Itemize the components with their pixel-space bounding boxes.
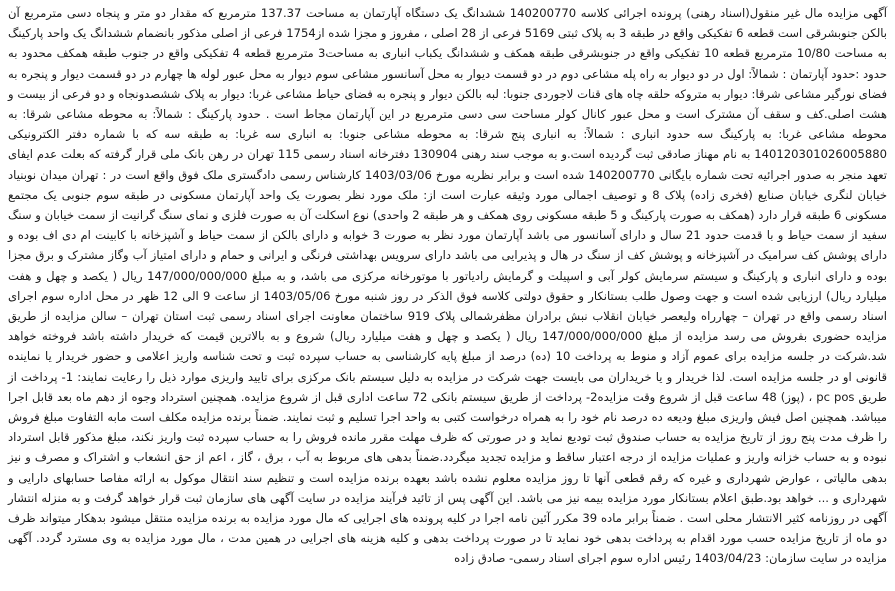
auction-notice-text: آگهی مزایده مال غیر منقول(اسناد رهنی) پرونده اجرائی کلاسه 140200770 ششدانگ یک دستگاه آپارتمان به مساحت 137.37 مترمربع که مقدار دو متر و پنجاه دسی مترمربع آن بالکن جنوبشرقی است قطعه 6 تفکیکی واقع در طبقه 3 به پلاک ثبتی 5169 فرعی از 28 اصلی ، مفروز و مجزا شده از1754 فرعی از اصلی مذکور بانضمام ششدانگ یک واحد پارکینگ به مساحت 10/80 مترمربع قطعه 10 تفکیکی واقع در جنوبشرقی طبقه همکف و ششدانگ یکباب انباری به مساحت3 مترمربع قطعه 4 تفکیکی واقع در جنوب طبقه همکف محدود به حدود :حدود آپارتمان : شمالاً: اول در دو دیوار به راه پله مشاعی دوم در دو قسمت دیوار به محل آسانسور مشاعی سوم دیوار به محل عبور لوله ها چهارم در دو قسمت دیوار و پنجره به فضای نورگیر مشاعی شرقا: دیوار به متروکه حلقه چاه های قنات لاجوردی جنوبا: لبه بالکن دیوار و پنجره به فضای حیاط مشاعی غربا: دیوار به پلاک ششصدونجاه و دو فرعی از بیست و هشت اصلی.کف و سقف آن مشترک است و محل عبور کانال کولر مساحت سی دسی مترمربع در این آپارتمان مجاط است . حدود پارکینگ : شمالاً: به محوطه مشاعی شرقا: به محوطه مشاعی غربا: به پارکینگ سه حدود انباری : شمالاً: به انباری پنج شرقا: به محوطه مشاعی جنوبا: به انباری سه غربا: به طبقه سه که با شماره دفتر الکترونیکی 140120301026005880 به نام مهناز صادقی ثبت گردیده است.و به موجب سند رهنی 130904 دفترخانه اسناد رسمی 115 تهران در رهن بانک ملی قرار گرفته که بعلت عدم ایفای تعهد منجر به صدور اجرائیه تحت شماره بایگانی 140200770 شده است و برابر نظریه مورخ 1403/03/06 کارشناس رسمی دادگستری ملک فوق واقع است در : تهران میدان نوبنیاد خیابان لنگری خیابان صنایع (فخری زاده) پلاک 8 و توصیف اجمالی مورد وثیقه عبارت است از: ملک مورد نظر بصورت یک واحد آپارتمان مسکونی در طبقه سوم جنوبی یک مجتمع مسکونی 6 طبقه قرار دارد (همکف به صورت پارکینگ و 5 طبقه مسکونی روی همکف و هر طبقه 2 واحدی) نوع اسکلت آن به صورت فلزی و نمای سنگ گرانیت از سمت خیابان و سنگ سفید از سمت حیاط و با قدمت حدود 21 سال و دارای آسانسور می باشد آپارتمان مورد نظر به صورت 3 خوابه و دارای بالکن از سمت حیاط و آشپزخانه با کابینت ام دی اف بوده و دارای پوشش کف سرامیک در آشپزخانه و پوشش کف از سنگ در هال و پذیرایی می باشد دارای سرویس بهداشتی فرنگی و ایرانی و حمام و دارای امتیاز آب وگاز مشترک و برق مجزا بوده و دارای انباری و پارکینگ و سیستم سرمایش کولر آبی و اسپیلت و گرمایش رادیاتور با موتورخانه مرکزی می باشد، و به مبلغ 147/000/000/000 ریال ( یکصد و چهل و هفت میلیارد ریال) ارزیابی شده است و جهت وصول طلب بستانکار و حقوق دولتی کلاسه فوق الذکر در روز شنبه مورخ 1403/05/06 از ساعت 9 الی 12 ظهر در محل اداره سوم اجرای اسناد رسمی واقع در تهران – چهارراه ولیعصر خیابان انقلاب نبش برادران مظفرشمالی پلاک 919 ساختمان معاونت اجرای اسناد رسمی ثبت استان تهران – سالن مزایده از طریق مزایده حضوری بفروش می رسد مزایده از مبلغ 147/000/000/000 ریال ( یکصد و چهل و هفت میلیارد ریال) شروع و به بالاترین قیمت که خریدار داشته باشد فروخته خواهد شد.شرکت در جلسه مزایده برای عموم آزاد و منوط به پرداخت 10 (ده) درصد از مبلغ پایه کارشناسی به حساب سپرده ثبت و تحت شناسه واریز اعلامی و حضور خریدار یا نماینده قانونی او در جلسه مزایده است. لذا خریدار و یا خریداران می بایست جهت شرکت در مزایده به دلیل سیستم بانک مرکزی برای تایید واریزی موارد ذیل را رعایت نمایند: 1- پرداخت از طریق pc pos ، (پوز) 48 ساعت قبل از شروع وقت مزایده2- پرداخت از طریق سیستم بانکی 72 ساعت اداری قبل از شروع مزایده. همچنین استرداد وجوه از دهم ماه بعد قابل اجرا میباشد. همچنین اصل فیش واریزی مبلغ ودیعه ده درصد نام خود را به همراه درخواست کتبی به واحد اجرا تسلیم و ثبت نمایند. ضمناً برنده مزایده مکلف است مابه التفاوت مبلغ فروش را ظرف مدت پنج روز از تاریخ مزایده به حساب صندوق ثبت تودیع نماید و در صورتی که ظرف مهلت مقرر مانده فروش را به حساب سپرده ثبت واریز نکند، مبلغ مذکور قابل استرداد نبوده و به حساب خزانه واریز و عملیات مزایده از درجه اعتبار ساقط و مزایده تجدید میگردد.ضمناً بدهی های مربوط به آب ، برق ، گاز ، اعم از حق انشعاب و اشتراک و مصرف و نیز بدهی مالیاتی ، عوارض شهرداری و غیره که رقم قطعی آنها تا روز مزایده معلوم نشده باشد بعهده برنده مزایده است و تنظیم سند انتقال موکول به ارائه مفاصا حسابهای دارایی و شهرداری و ... خواهد بود.طبق اعلام بستانکار مورد مزایده بیمه نیز می باشد. این آگهی پس از تائید فرآیند مزایده در سایت آگهی های سازمان ثبت قرار خواهد گرفت و به منزله انتشار آگهی در روزنامه کثیر الانتشار محلی است . ضمناً برابر ماده 39 مکرر آئین نامه اجرا در کلیه پرونده های اجرایی که مال مورد مزایده به برنده مزایده منتقل میشود بدهکار میتواند ظرف دو ماه از تاریخ مزایده حسب مورد اقدام به پرداخت بدهی خود نماید تا در صورت پرداخت بدهی و کلیه هزینه های اجرایی در همین مدت ، مال مورد مزایده به وی مسترد گردد. آگهی مزایده در سایت سازمان: 1403/04/23 رئیس اداره سوم اجرای اسناد رسمی- صادق زاده xyxy=(8,6,888,566)
